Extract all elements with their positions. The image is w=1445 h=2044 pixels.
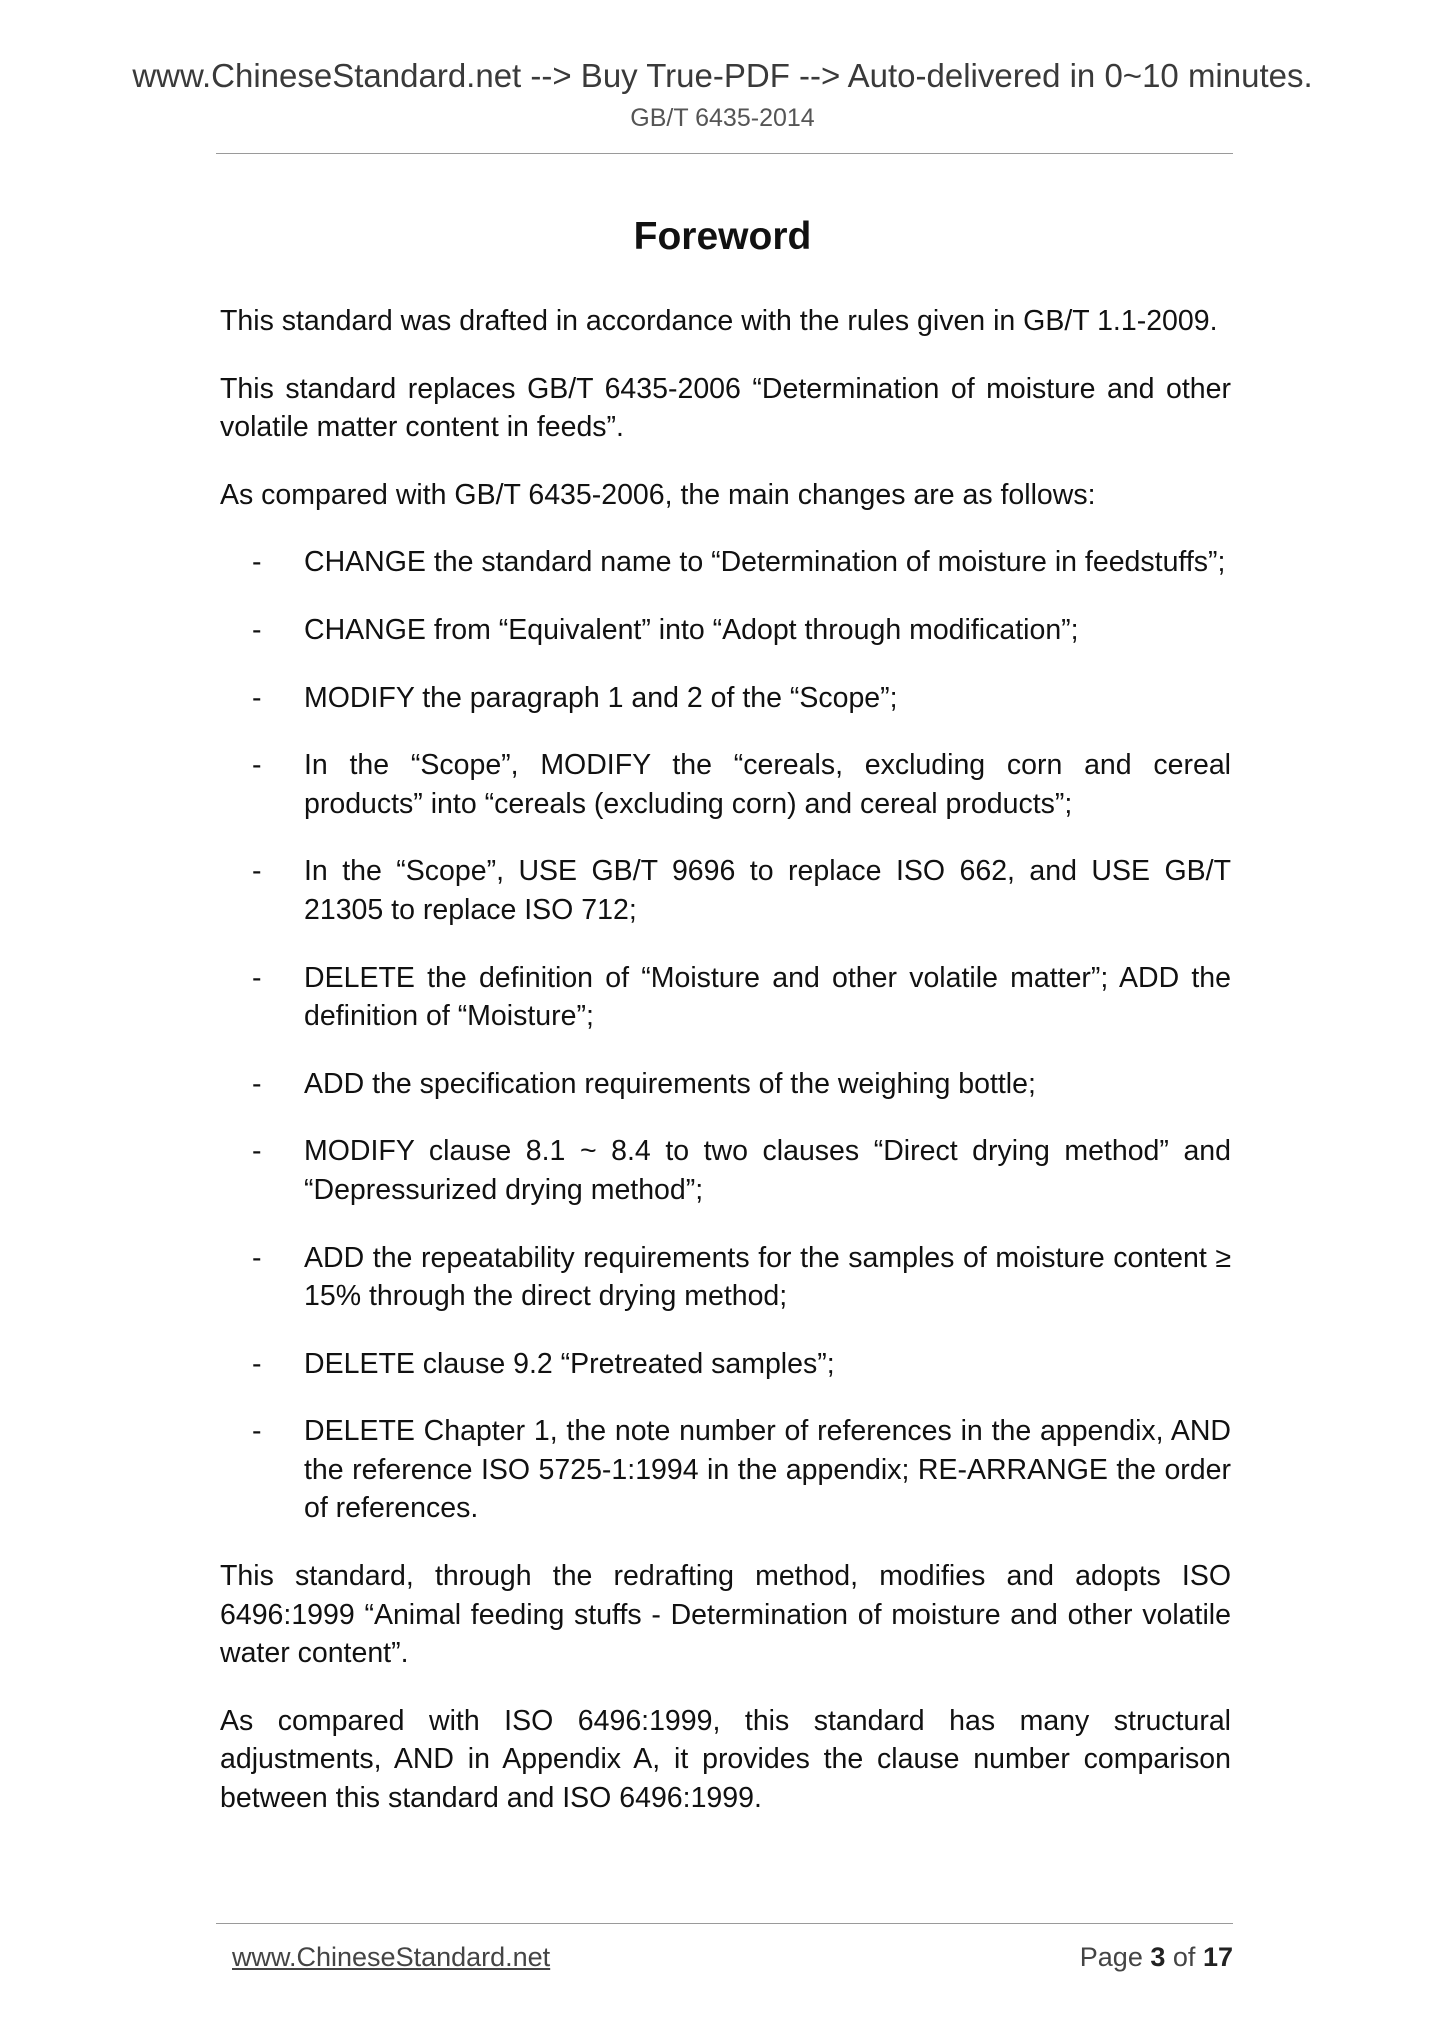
list-dash: - [252,1241,262,1274]
change-item [252,1132,1231,1209]
page-title: Foreword [633,215,812,258]
change-text: CHANGE from “Equivalent” into “Adopt through modification”; [304,613,1079,646]
change-item [252,611,1231,650]
change-item [252,1412,1231,1528]
change-text: DELETE the definition of “Moisture and other volatile matter”; ADD the definition of “Moisture”; [304,961,1231,1033]
change-item [252,746,1231,823]
list-dash: - [252,855,262,888]
footer-divider [216,1923,1233,1924]
document-body [220,302,1231,1847]
header-banner: www.ChineseStandard.net --> Buy True-PDF --> Auto-delivered in 0~10 minutes. [132,57,1313,94]
change-item [252,1345,1231,1384]
page-number [1080,1940,1233,1974]
change-item [252,543,1231,582]
paragraph-drafting-rules: This standard was drafted in accordance with the rules given in GB/T 1.1-2009. [220,305,1218,337]
change-text: In the “Scope”, MODIFY the “cereals, excluding corn and cereal products” into “cereals (excluding corn) and cereal products”; [304,749,1231,820]
list-dash: - [252,961,262,994]
paragraph-adoption: This standard, through the redrafting method, modifies and adopts ISO 6496:1999 “Animal feeding stuffs - Determination of moisture and other volatile water content”. [220,1560,1231,1670]
list-dash: - [252,1067,262,1100]
change-item [252,852,1231,929]
list-dash: - [252,681,262,714]
change-text: DELETE Chapter 1, the note number of references in the appendix, AND the reference ISO 5725-1:1994 in the appendix; RE-ARRANGE the order of references. [304,1415,1231,1525]
page-total: 17 [1202,1942,1233,1972]
list-dash: - [252,749,262,782]
paragraph-changes-intro: As compared with GB/T 6435-2006, the main changes are as follows: [220,478,1096,511]
list-dash: - [252,613,262,646]
change-text: ADD the specification requirements of the weighing bottle; [304,1067,1036,1100]
paragraph-replaces: This standard replaces GB/T 6435-2006 “Determination of moisture and other volatile matter content in feeds”. [220,372,1231,444]
change-text: MODIFY the paragraph 1 and 2 of the “Scope”; [304,681,898,714]
change-text: CHANGE the standard name to “Determination of moisture in feedstuffs”; [304,546,1226,579]
change-text: MODIFY clause 8.1 ~ 8.4 to two clauses “Direct drying method” and “Depressurized drying method”; [304,1135,1231,1206]
change-item [252,1239,1231,1316]
change-item [252,1065,1231,1104]
header-divider [216,153,1233,154]
list-dash: - [252,1347,262,1380]
page-separator: of [1172,1942,1196,1972]
list-dash: - [252,1415,262,1448]
change-text: In the “Scope”, USE GB/T 9696 to replace ISO 662, and USE GB/T 21305 to replace ISO 712; [304,855,1231,926]
paragraph-comparison: As compared with ISO 6496:1999, this standard has many structural adjustments, AND in Appendix A, it provides the clause number comparison between this standard and ISO 6496:1999. [220,1704,1231,1815]
change-item [252,679,1231,718]
document-id: GB/T 6435-2014 [630,104,815,132]
change-text: ADD the repeatability requirements for the samples of moisture content ≥ 15% through the direct drying method; [304,1241,1231,1313]
footer-website-link[interactable]: www.ChineseStandard.net [232,1942,551,1972]
list-dash: - [252,546,262,579]
change-text: DELETE clause 9.2 “Pretreated samples”; [304,1347,835,1380]
page-prefix: Page [1079,1942,1143,1972]
change-item [252,959,1231,1036]
list-dash: - [252,1135,262,1168]
page-current: 3 [1150,1942,1166,1972]
